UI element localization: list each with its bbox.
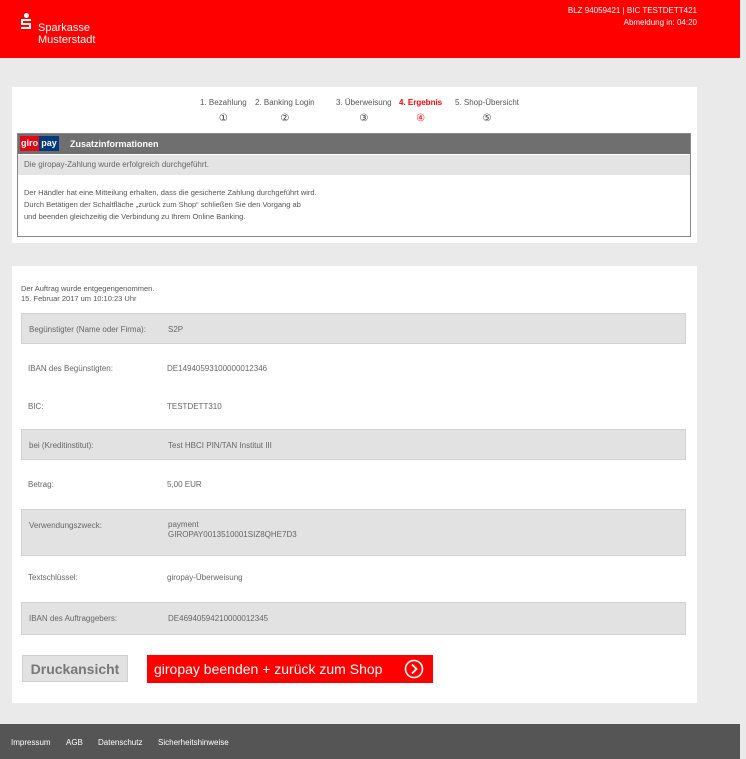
step-3-number: ③ — [359, 113, 369, 124]
order-received-text: Der Auftrag wurde entgegengenommen. — [21, 284, 155, 293]
brand-line1: Sparkasse — [38, 22, 90, 34]
print-view-button[interactable]: Druckansicht — [22, 655, 128, 682]
step-4-number: ④ — [416, 113, 426, 124]
info-header — [18, 134, 690, 154]
order-timestamp: 15. Februar 2017 um 10:10:23 Uhr — [21, 294, 137, 303]
finish-return-to-shop-button[interactable] — [147, 655, 433, 683]
info-box — [17, 133, 691, 237]
step-5: 5. Shop-Übersicht ⑤ — [455, 98, 520, 124]
info-title: Zusatzinformationen — [70, 139, 159, 149]
giropay-logo: giro pay — [20, 136, 59, 151]
step-2: 2. Banking Login ② — [255, 98, 315, 124]
footer-link-impressum[interactable]: Impressum — [11, 738, 51, 747]
footer-link-agb[interactable]: AGB — [66, 738, 83, 747]
info-description: Der Händler hat eine Mitteilung erhalten, dass die gesicherte Zahlung durchgeführt wird. Durch Betätigen der Schaltfläche „zurück zum Shop“ schließen Sie den Vorgang ab und beenden gleichzeitig die Verbindung zu Ihrem Online Banking. — [24, 188, 317, 221]
detail-row: Verwendungszweck: payment GIROPAY0013510001SIZ8QHE7D3 — [21, 509, 686, 556]
detail-row: Begünstigter (Name oder Firma): S2P — [21, 313, 686, 344]
step-2-number: ② — [280, 113, 290, 124]
step-1: 1. Bezahlung ① — [200, 98, 247, 124]
brand-line2: Musterstadt — [38, 34, 96, 46]
footer-link-sicherheitshinweise[interactable]: Sicherheitshinweise — [158, 738, 229, 747]
circle-arrow-right-icon — [404, 659, 424, 679]
detail-row: Textschlüssel: giropay-Überweisung — [28, 573, 243, 582]
detail-row: bei (Kreditinstitut): Test HBCI PIN/TAN Institut III — [21, 429, 686, 460]
blz-bic: BLZ 94059421 | BIC TESTDETT421 — [567, 6, 697, 15]
finish-button-label: giropay beenden + zurück zum Shop — [154, 661, 383, 677]
order-panel — [12, 266, 697, 703]
step-1-number: ① — [218, 113, 228, 124]
detail-row: Betrag: 5,00 EUR — [28, 480, 202, 489]
logout-timer: Abmeldung in: 04:20 — [623, 18, 697, 27]
brand-name — [38, 22, 95, 46]
step-4-active: 4. Ergebnis ④ — [399, 98, 443, 124]
success-message: Die giropay-Zahlung wurde erfolgreich durchgeführt. — [18, 155, 690, 175]
header-info — [568, 5, 697, 29]
detail-row: BIC: TESTDETT310 — [28, 402, 222, 411]
header — [0, 0, 740, 58]
step-5-number: ⑤ — [482, 113, 492, 124]
footer-link-datenschutz[interactable]: Datenschutz — [98, 738, 143, 747]
detail-row: IBAN des Auftraggebers: DE46940594210000012345 — [21, 602, 686, 635]
footer — [0, 724, 740, 759]
sparkasse-s-icon — [21, 13, 31, 27]
status-panel — [12, 87, 697, 243]
step-3: 3. Überweisung ③ — [336, 98, 392, 124]
order-confirmation — [21, 284, 154, 304]
detail-row: IBAN des Begünstigten: DE14940593100000012346 — [28, 364, 268, 373]
